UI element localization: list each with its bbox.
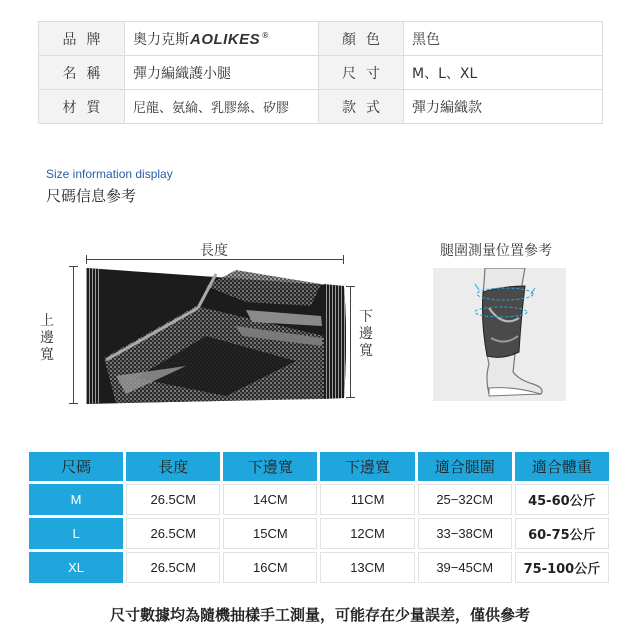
header-bottom-width-2: 下邊寬 [320,452,414,481]
brand-logo: AOLIKES [190,30,261,48]
header-weight: 適合體重 [515,452,609,481]
size-info-title-zh: 尺碼信息參考 [46,187,137,205]
spec-table [38,21,603,124]
size-table-header [29,452,609,481]
leg-measure-title: 腿圍測量位置參考 [440,243,552,259]
row-weight: 75-100公斤 [515,552,609,583]
top-width-dimension-line [73,266,74,404]
row-width-1: 16CM [223,552,317,583]
bottom-width-dimension-line [350,286,351,398]
row-width-2: 12CM [320,518,414,549]
top-width-tick-bottom [69,403,78,404]
spec-value-style: 彈力編織款 [404,90,603,124]
spec-key-color: 顏色 [319,22,404,56]
row-width-2: 13CM [320,552,414,583]
size-table [26,449,612,586]
spec-row-name [39,56,603,90]
spec-key-brand: 品牌 [39,22,125,56]
length-tick-left [86,255,87,264]
row-size: L [29,518,123,549]
row-size: M [29,484,123,515]
length-label: 長度 [200,243,228,259]
spec-value-material: 尼龍、氨綸、乳膠絲、矽膠 [125,90,319,124]
row-leg: 25−32CM [418,484,512,515]
header-bottom-width-1: 下邊寬 [223,452,317,481]
row-leg: 39−45CM [418,552,512,583]
table-row [29,484,609,515]
row-weight: 45-60公斤 [515,484,609,515]
spec-value-name: 彈力編織護小腿 [125,56,319,90]
brand-name: 奧力克斯 [133,31,189,48]
row-leg: 33−38CM [418,518,512,549]
bottom-width-label: 下邊寬 [359,309,373,359]
table-row [29,518,609,549]
length-tick-right [343,255,344,264]
calf-sleeve-illustration [86,266,348,406]
header-leg-circumference: 適合腿圍 [418,452,512,481]
table-row [29,552,609,583]
header-size: 尺碼 [29,452,123,481]
spec-value-color: 黑色 [404,22,603,56]
spec-key-size: 尺寸 [319,56,404,90]
row-length: 26.5CM [126,552,220,583]
header-length: 長度 [126,452,220,481]
spec-key-style: 款式 [319,90,404,124]
spec-value-size: M、L、XL [404,56,603,90]
registered-mark: ® [261,30,270,40]
spec-value-brand [125,22,319,56]
spec-row-brand [39,22,603,56]
row-length: 26.5CM [126,484,220,515]
top-width-label: 上邊寬 [40,313,54,363]
spec-key-material: 材質 [39,90,125,124]
row-size: XL [29,552,123,583]
spec-row-material [39,90,603,124]
row-width-2: 11CM [320,484,414,515]
row-weight: 60-75公斤 [515,518,609,549]
leg-with-sleeve-icon [433,268,566,401]
length-dimension-line [86,259,344,260]
row-length: 26.5CM [126,518,220,549]
size-info-title-en: Size information display [46,167,173,181]
top-width-tick-top [69,266,78,267]
row-width-1: 14CM [223,484,317,515]
row-width-1: 15CM [223,518,317,549]
spec-key-name: 名稱 [39,56,125,90]
leg-measure-illustration [433,268,566,401]
measurement-footnote: 尺寸數據均為隨機抽樣手工測量，可能存在少量誤差，僅供參考 [109,606,530,624]
